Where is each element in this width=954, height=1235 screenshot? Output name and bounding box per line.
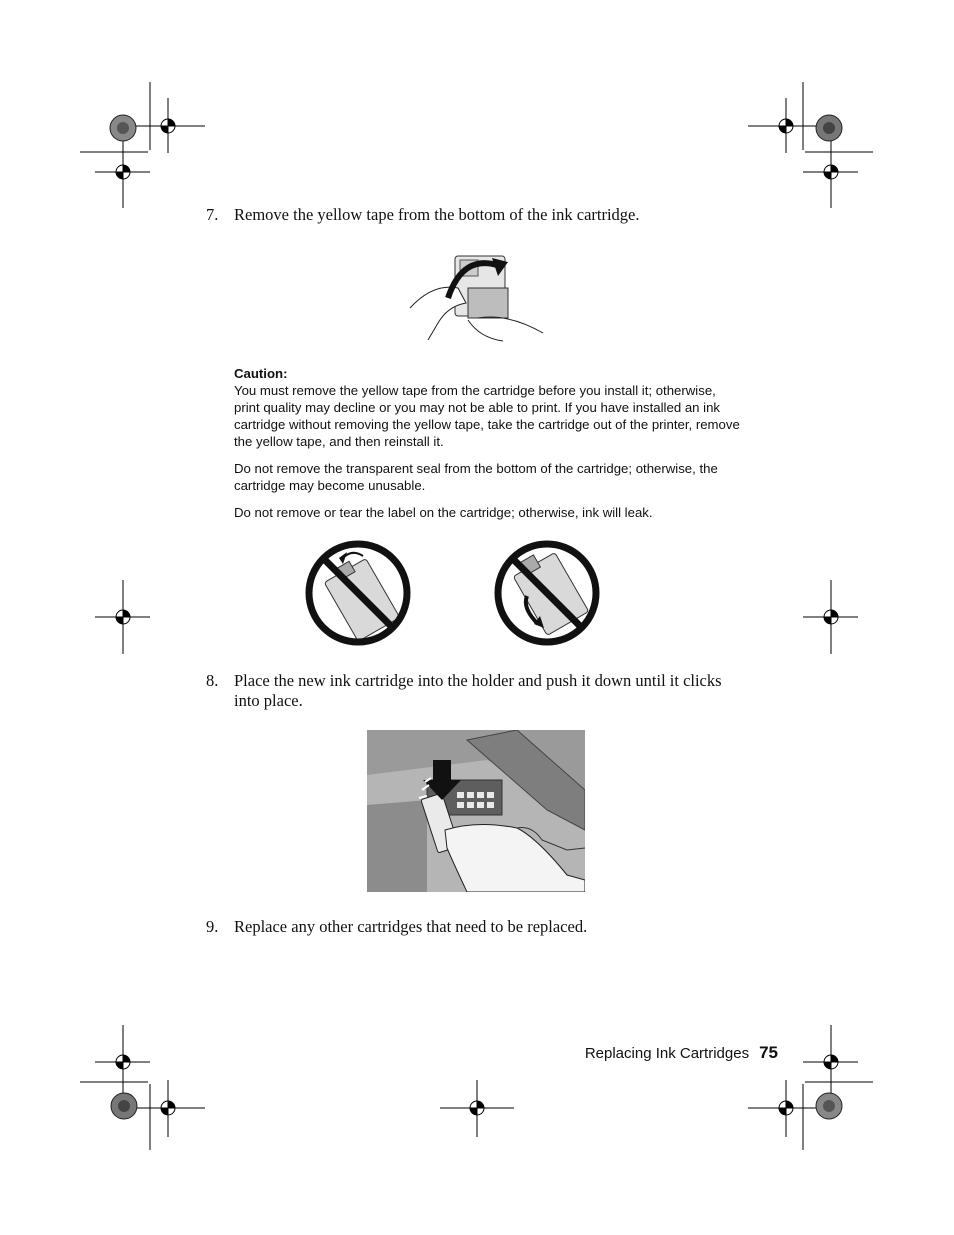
caution-paragraph: You must remove the yellow tape from the cartridge before you install it; otherwise, print quality may decline or you may not be able to print. If you have installed an ink cartridge without removing the yellow tape, take the cartridge out of the printer, remove the yellow tape, and then reinstall it. — [234, 383, 740, 449]
step-text: Replace any other cartridges that need to be replaced. — [234, 917, 588, 936]
step-number: 7. — [206, 205, 219, 224]
caution-block — [234, 365, 744, 531]
caution-paragraph: Do not remove the transparent seal from the bottom of the cartridge; otherwise, the cartridge may become unusable. — [234, 461, 718, 493]
page-footer — [585, 1043, 778, 1064]
step-text: Place the new ink cartridge into the holder and push it down until it clicks into place. — [234, 671, 722, 710]
step-number: 9. — [206, 917, 219, 936]
insert-cartridge-illustration — [367, 730, 585, 892]
do-not-remove-label-icon — [492, 538, 602, 648]
remove-tape-illustration — [408, 248, 548, 343]
section-title: Replacing Ink Cartridges — [584, 1045, 750, 1062]
step-number: 8. — [206, 671, 219, 690]
step-text: Remove the yellow tape from the bottom of the ink cartridge. — [234, 205, 640, 224]
page-number: 75 — [759, 1043, 778, 1062]
caution-paragraph: Do not remove or tear the label on the cartridge; otherwise, ink will leak. — [234, 505, 653, 520]
do-not-remove-seal-icon — [303, 538, 413, 648]
caution-title: Caution: — [234, 366, 288, 381]
